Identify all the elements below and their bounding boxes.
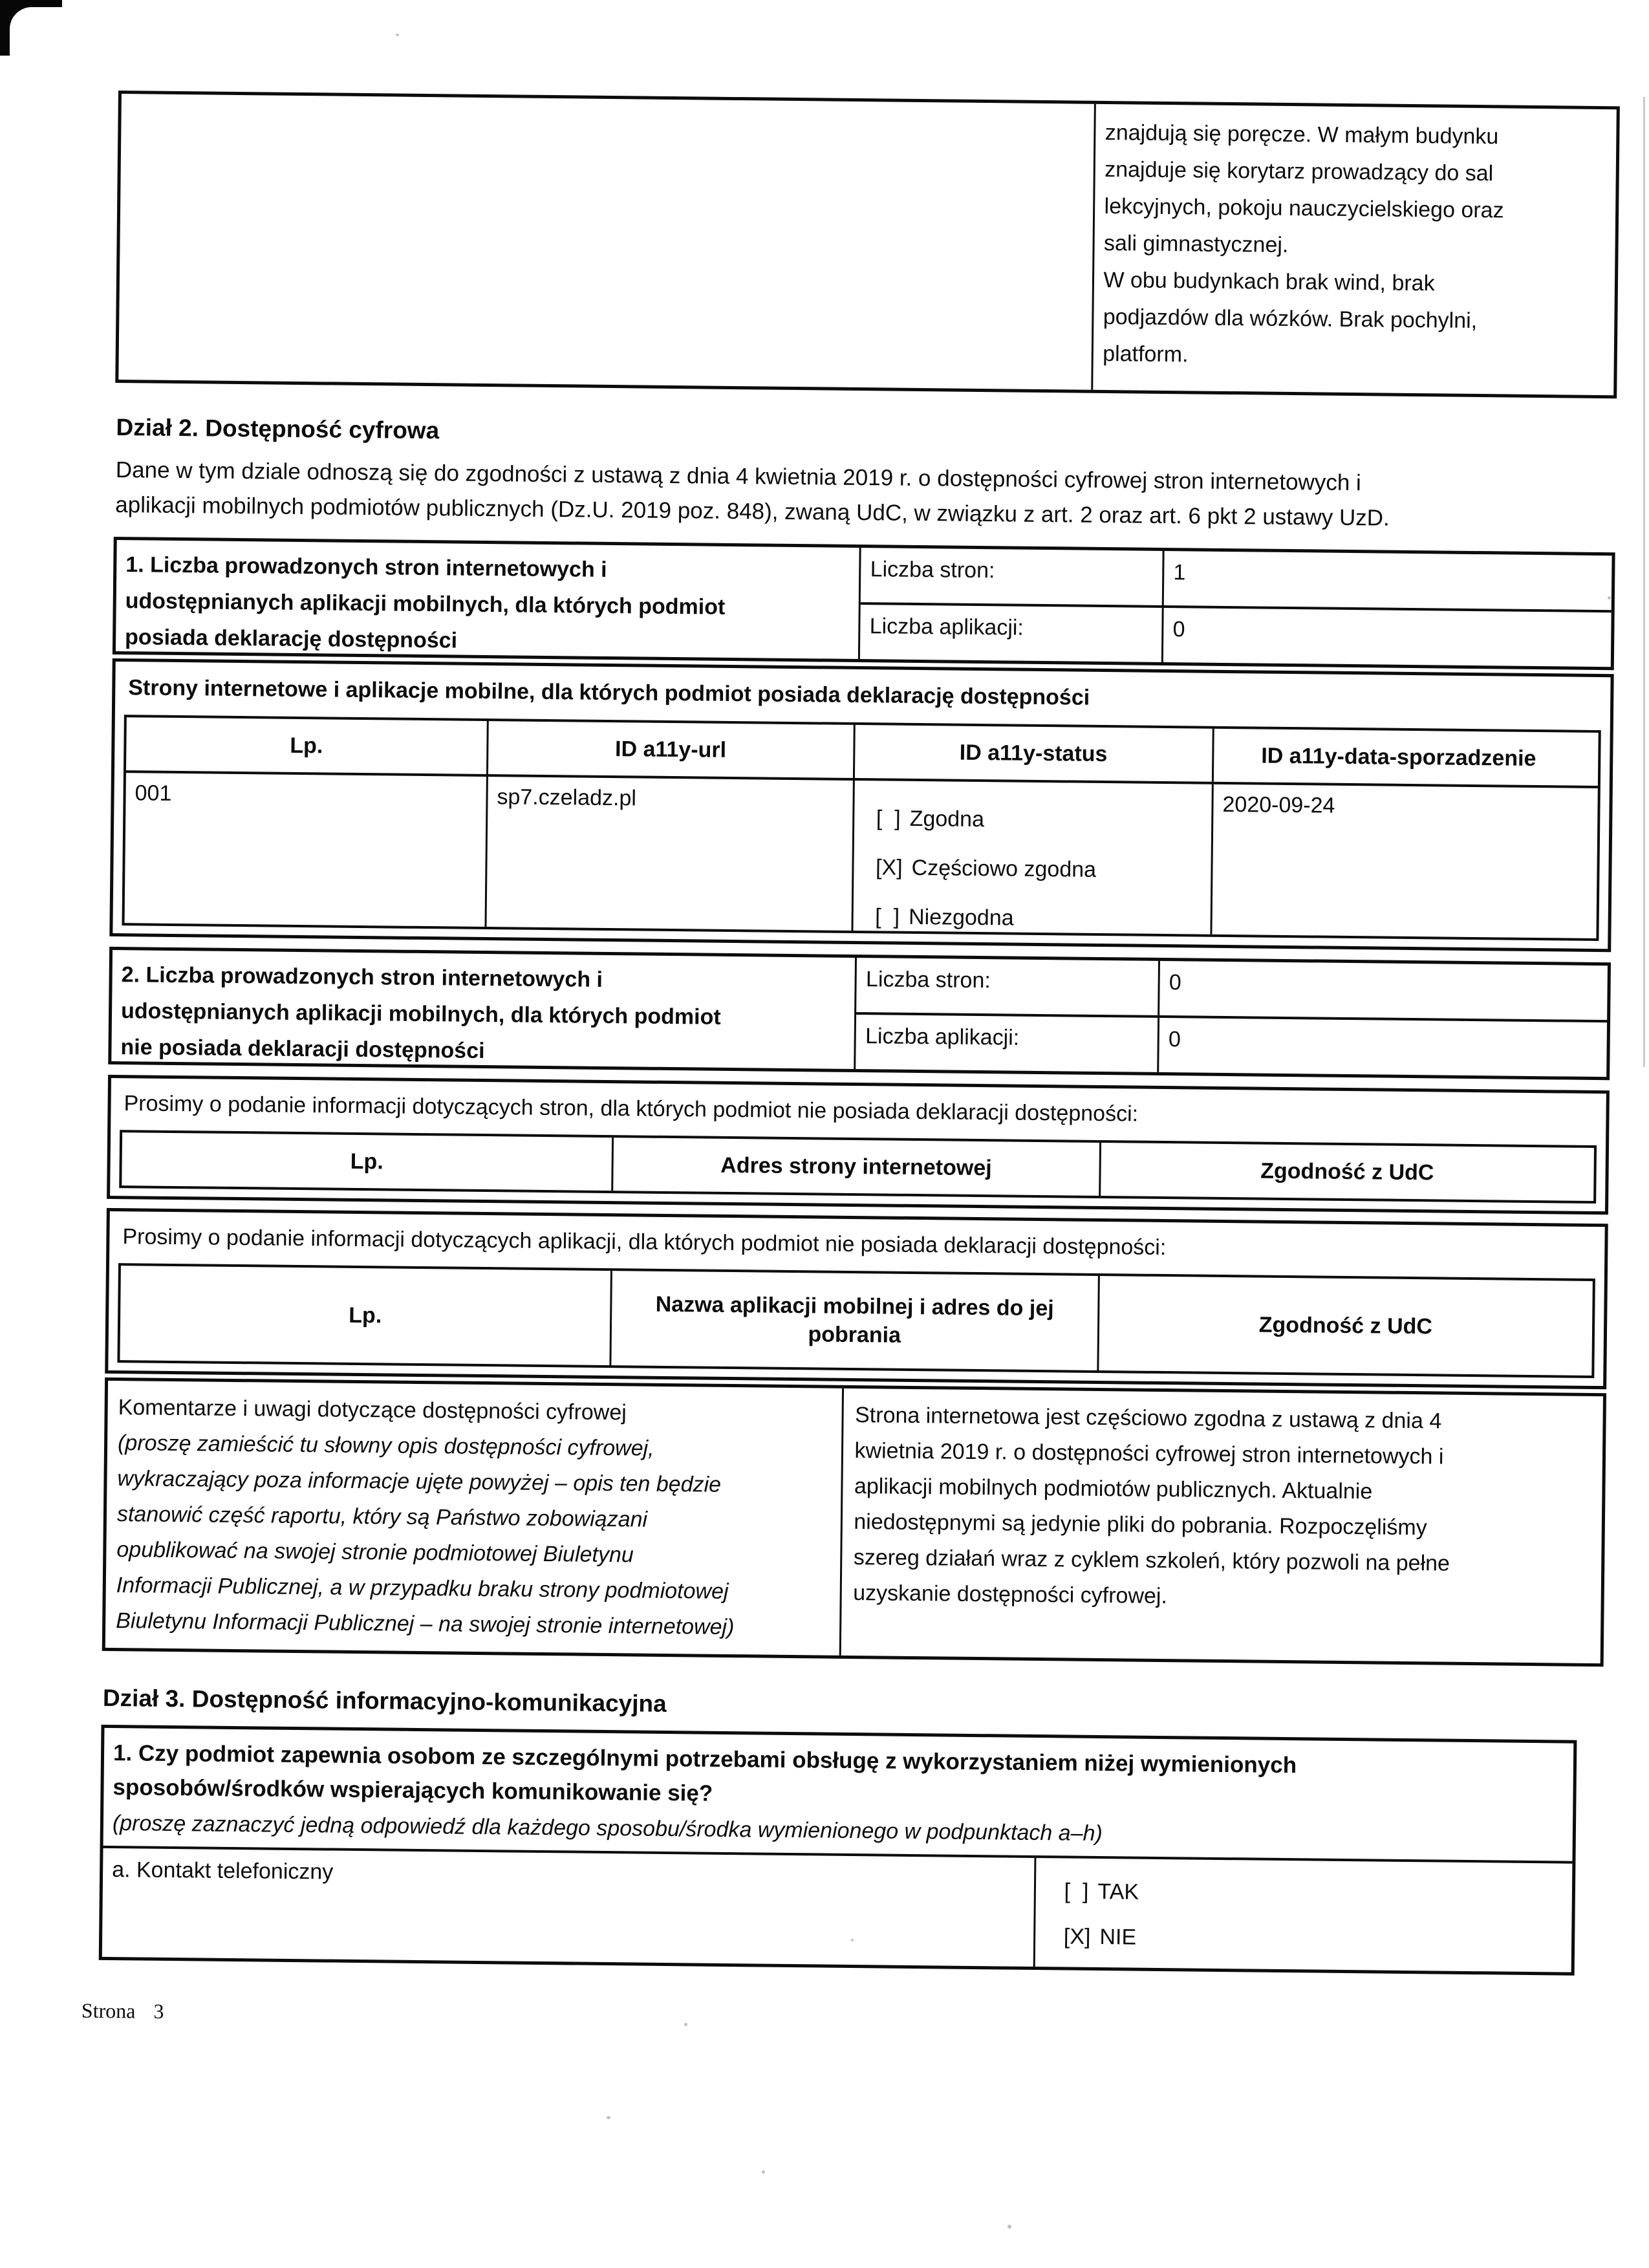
q2-strony-label: Liczba stron:: [857, 958, 1161, 1015]
missing-sites-header-adres: Adres strony internetowej: [613, 1138, 1101, 1196]
checkbox-unchecked-icon: [ ]: [876, 806, 901, 831]
checkbox-unchecked-icon: [ ]: [1064, 1879, 1089, 1904]
item-a-label: a. Kontakt telefoniczny: [102, 1848, 1036, 1967]
comments-label-cell: [105, 1381, 844, 1656]
scan-corner-artifact: [0, 0, 62, 56]
missing-declaration-sites-section: [107, 1075, 1610, 1215]
status-option-label: Niezgodna: [908, 904, 1014, 931]
comments-value-cell: Strona internetowa jest częściowo zgodna z ustawą z dnia 4 kwietnia 2019 r. o dostępności cyfrowej stron internetowych i aplikacji mobilnych podmiotów publicznych. Aktualnie niedostępnymi są jedynie pliki do pobrania. Rozpoczęliśmy szereg działań wraz z cyklem szkoleń, który pozwoli na pełne uzyskanie dostępności cyfrowej.: [853, 1403, 1450, 1609]
q2-aplikacje-label: Liczba aplikacji:: [856, 1015, 1160, 1072]
missing-sites-header-row: [122, 1132, 1594, 1201]
q1-strony-value: 1: [1173, 560, 1186, 585]
missing-sites-header-lp: Lp.: [122, 1132, 614, 1191]
sites-table-row: [125, 773, 1598, 938]
scan-speck: [762, 2170, 765, 2174]
continued-table: [115, 91, 1620, 398]
dzial3-question-note: (proszę zaznaczyć jedną odpowiedź dla każdego sposobu/środka wymienionego w podpunktach a–h): [112, 1811, 1103, 1846]
dzial3-question-cell: [103, 1728, 1574, 1864]
dzial3-item-a-row: [102, 1848, 1573, 1972]
scan-speck: [396, 34, 399, 36]
q1-aplikacje-label: Liczba aplikacji:: [860, 605, 1164, 662]
item-a-option-nie: [1064, 1914, 1572, 1964]
dzial2-intro: Dane w tym dziale odnoszą się do zgodności z ustawą z dnia 4 kwietnia 2019 r. o dostępności cyfrowej stron internetowych i aplikacji mobilnych podmiotów publicznych (Dz.U. 2019 poz. 848), zwaną UdC, w związku z art. 2 oraz art. 6 pkt 2 ustawy UzD.: [115, 457, 1390, 531]
status-option-czesciowo-zgodna: [876, 843, 1211, 895]
missing-apps-intro: Prosimy o podanie informacji dotyczących aplikacji, dla których podmiot nie posiada deklaracji dostępności:: [122, 1224, 1167, 1260]
q2-label: 2. Liczba prowadzonych stron internetowych i udostępnianych aplikacji mobilnych, dla których podmiot nie posiada deklaracji dostępności: [111, 950, 857, 1069]
dzial3-heading: Dział 3. Dostępność informacyjno-komunikacyjna: [102, 1684, 667, 1718]
q1-row-aplikacje: [860, 605, 1611, 667]
missing-sites-intro: Prosimy o podanie informacji dotyczących stron, dla których podmiot nie posiada deklaracji dostępności:: [124, 1091, 1139, 1127]
q2-aplikacje-value: 0: [1168, 1027, 1181, 1052]
footer-page-number: 3: [153, 1999, 164, 2023]
status-option-niezgodna: [875, 892, 1211, 944]
missing-sites-table: [119, 1130, 1597, 1204]
sites-row-date: 2020-09-24: [1222, 792, 1335, 818]
status-option-zgodna: [876, 794, 1211, 846]
dzial2-heading: Dział 2. Dostępność cyfrowa: [116, 413, 440, 444]
scan-speck: [607, 2116, 610, 2119]
sites-row-url: sp7.czeladz.pl: [486, 777, 854, 931]
q2-strony-value: 0: [1169, 970, 1182, 995]
sites-section-title: Strony internetowe i aplikacje mobilne, dla których podmiot posiada deklarację dostępności: [128, 675, 1090, 710]
dzial3-q1-box: [99, 1725, 1577, 1976]
q2-values: [856, 958, 1608, 1077]
q1-row-strony: [861, 548, 1611, 612]
continued-table-left-cell: [118, 94, 1096, 390]
status-option-label: Zgodna: [909, 806, 985, 832]
comments-note: (proszę zamieścić tu słowny opis dostępności cyfrowej, wykraczający poza informacje ujęte powyżej – opis ten będzie stanowić część raportu, który są Państwo zobowiązani opublikować na swojej stronie podmiotowej Biuletynu Informacji Publicznej, a w przypadku braku strony podmiotowej Biuletynu Informacji Publicznej – na swojej stronie internetowej): [116, 1431, 735, 1640]
dzial3-question: 1. Czy podmiot zapewnia osobom ze szczególnymi potrzebami obsługę z wykorzystaniem niżej wymienionych sposobów/środków wspierających komunikowanie się?: [113, 1740, 1297, 1806]
q2-row-aplikacje: [856, 1015, 1607, 1077]
missing-apps-header-nazwa: Nazwa aplikacji mobilnej i adres do jej pobrania: [612, 1271, 1100, 1370]
q1-table: [113, 537, 1615, 670]
sites-header-date: ID a11y-data-sporzadzenie: [1261, 743, 1536, 772]
page-footer: [81, 1999, 1600, 2039]
checkbox-checked-icon: [X]: [1063, 1924, 1091, 1949]
q2-table: [108, 947, 1611, 1080]
comments-label: Komentarze i uwagi dotyczące dostępności cyfrowej: [118, 1395, 627, 1425]
q1-label: 1. Liczba prowadzonych stron internetowych i udostępnianych aplikacji mobilnych, dla których podmiot posiada deklarację dostępności: [116, 540, 861, 659]
item-a-options: [1035, 1858, 1572, 1972]
checkbox-checked-icon: [X]: [875, 855, 903, 880]
status-option-label: Częściowo zgodna: [911, 855, 1097, 882]
sites-header-status: ID a11y-status: [855, 725, 1214, 782]
scan-edge-line: [1643, 97, 1645, 1067]
form-content: [81, 91, 1620, 2038]
scan-speck: [1008, 2225, 1011, 2229]
item-a-option-tak: [1064, 1868, 1572, 1919]
checkbox-unchecked-icon: [ ]: [875, 904, 900, 929]
q1-strony-label: Liczba stron:: [861, 548, 1165, 605]
missing-declaration-apps-section: [105, 1208, 1608, 1389]
q2-row-strony: [856, 958, 1607, 1022]
missing-apps-header-lp: Lp.: [120, 1266, 612, 1365]
footer-label: Strona: [81, 1998, 136, 2023]
comments-section: [102, 1377, 1606, 1667]
missing-sites-header-zgodnosc: Zgodność z UdC: [1260, 1158, 1434, 1185]
sites-declaration-section: [109, 658, 1613, 952]
sites-header-url: ID a11y-url: [488, 721, 856, 778]
missing-apps-header-row: [120, 1266, 1592, 1376]
sites-row-status: [853, 781, 1214, 934]
q1-values: [860, 548, 1611, 667]
item-a-option-label: TAK: [1097, 1879, 1139, 1905]
missing-apps-table: [117, 1263, 1595, 1378]
sites-header-lp: Lp.: [126, 717, 489, 774]
sites-row-lp: 001: [125, 773, 488, 927]
continued-table-right-cell: znajdują się poręcze. W małym budynku znajduje się korytarz prowadzący do sal lekcyjnych, pokoju nauczycielskiego oraz sali gimnastycznej. W obu budynkach brak wind, brak podjazdów dla wózków. Brak pochylni, platform.: [1103, 120, 1504, 367]
q1-aplikacje-value: 0: [1172, 617, 1185, 642]
sites-table: [122, 715, 1600, 941]
missing-apps-header-zgodnosc: Zgodność z UdC: [1258, 1312, 1433, 1339]
item-a-option-label: NIE: [1099, 1925, 1137, 1950]
scan-corner-inner: [10, 7, 62, 56]
